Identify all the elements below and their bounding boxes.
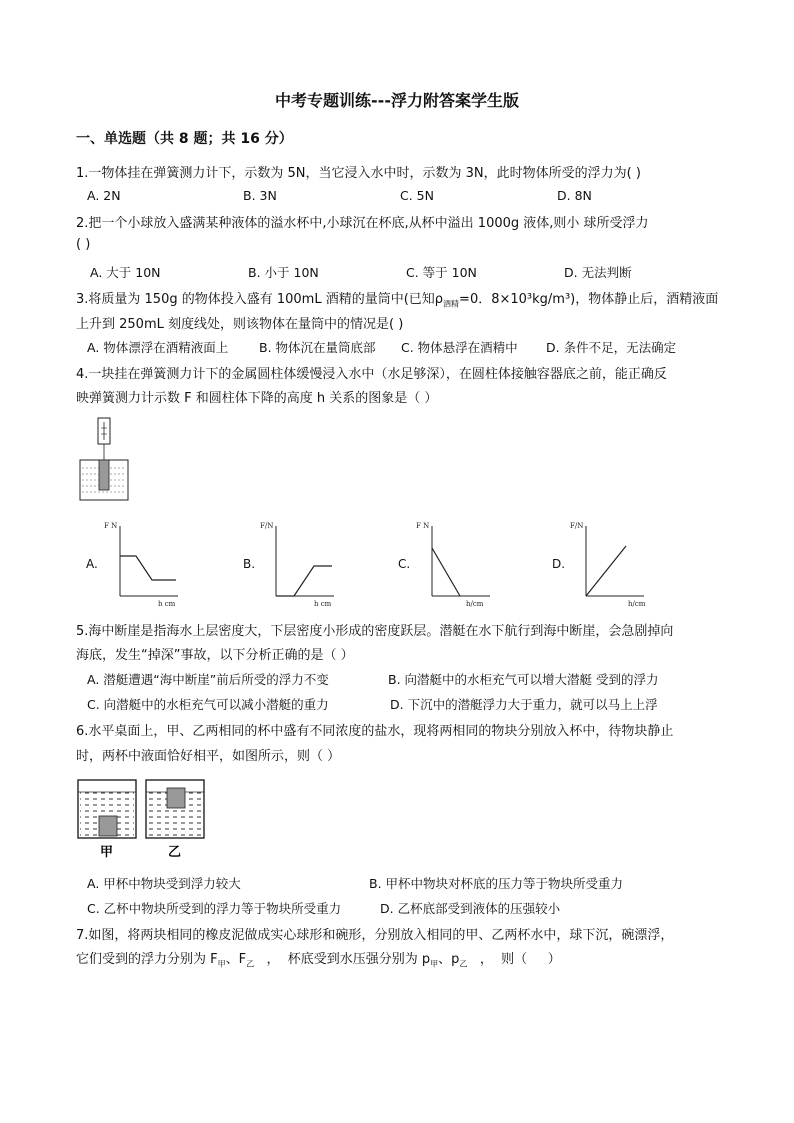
question-3-line2: 上升到 250mL 刻度线处，则该物体在量筒中的情况是( ) — [76, 317, 404, 332]
q3-text-part1: 3.将质量为 150g 的物体投入盛有 100mL 酒精的量筒中(已知ρ — [76, 292, 444, 307]
question-5-line2: 海底，发生“掉深”事故，以下分析正确的是（ ） — [76, 648, 354, 663]
question-4-line2: 映弹簧测力计示数 F 和圆柱体下降的高度 h 关系的图象是（ ） — [76, 391, 438, 406]
q7-text-d: 、p — [438, 952, 460, 967]
graph-a-curve — [120, 556, 176, 580]
graph-c-curve — [432, 548, 460, 596]
graph-b-xlabel: h cm — [314, 600, 332, 608]
q1-option-a: A. 2N — [87, 188, 121, 203]
q3-option-a: A. 物体漂浮在酒精液面上 — [87, 340, 229, 355]
q5-option-a: A. 潜艇遭遇“海中断崖”前后所受的浮力不变 — [87, 672, 329, 687]
q7-text-c: ， 杯底受到水压强分别为 p — [254, 952, 431, 967]
q2-option-b: B. 小于 10N — [248, 265, 319, 280]
spring-scale-beaker-figure — [76, 416, 156, 506]
q2-option-c: C. 等于 10N — [406, 265, 477, 280]
cup-yi-icon — [146, 780, 204, 838]
graph-d-xlabel: h/cm — [628, 600, 646, 608]
graph-a-ylabel: F N — [104, 522, 118, 530]
q1-option-b: B. 3N — [243, 188, 277, 203]
question-2-line2: ( ) — [76, 237, 91, 252]
q2-option-d: D. 无法判断 — [564, 265, 632, 280]
q7-sub-4: 乙 — [459, 959, 468, 969]
cup-jia-icon — [78, 780, 136, 838]
beaker-icon — [80, 460, 128, 500]
section-heading: 一、单选题（共 8 题；共 16 分） — [76, 131, 293, 147]
q7-text-e: ， 则（ ） — [467, 952, 561, 967]
cup-label-jia: 甲 — [100, 845, 114, 860]
q1-option-d: D. 8N — [557, 188, 592, 203]
q7-sub-3: 甲 — [430, 959, 439, 969]
graph-b-ylabel: F/N — [260, 522, 274, 530]
q5-option-d: D. 下沉中的潜艇浮力大于重力，就可以马上上浮 — [390, 697, 658, 712]
graph-c-xlabel: h/cm — [466, 600, 484, 608]
q7-sub-2: 乙 — [246, 959, 255, 969]
q4-graph-c — [416, 520, 496, 610]
q5-option-b: B. 向潜艇中的水柜充气可以增大潜艇 受到的浮力 — [388, 672, 659, 687]
q3-option-b: B. 物体沉在量筒底部 — [259, 340, 376, 355]
question-3-line1 — [76, 288, 718, 310]
spring-scale-icon — [98, 418, 110, 460]
q4-graph-a — [104, 520, 184, 610]
q4-graph-d — [570, 520, 650, 610]
q7-text-b: 、F — [225, 952, 247, 967]
question-7-line2 — [76, 948, 561, 970]
graph-d-curve — [586, 546, 626, 596]
q5-option-c: C. 向潜艇中的水柜充气可以减小潜艇的重力 — [87, 697, 329, 712]
graph-d-ylabel: F/N — [570, 522, 584, 530]
q6-option-d: D. 乙杯底部受到液体的压强较小 — [380, 901, 561, 916]
graph-c-ylabel: F N — [416, 522, 430, 530]
q3-subscript: 酒精 — [443, 299, 460, 309]
q6-option-b: B. 甲杯中物块对杯底的压力等于物块所受重力 — [369, 876, 624, 891]
question-5-line1: 5.海中断崖是指海水上层密度大，下层密度小形成的密度跃层。潜艇在水下航行到海中断崖，会急剧掉向 — [76, 624, 674, 639]
question-1-text: 1.一物体挂在弹簧测力计下，示数为 5N，当它浸入水中时，示数为 3N，此时物体所受的浮力为( ) — [76, 166, 641, 181]
question-4-line1: 4.一块挂在弹簧测力计下的金属圆柱体缓慢浸入水中（水足够深），在圆柱体接触容器底之前，能正确反 — [76, 367, 667, 382]
q4-option-b-label: B. — [243, 557, 256, 571]
q3-text-part2: =0．8×10³kg/m³)，物体静止后，酒精液面 — [459, 292, 719, 307]
q3-option-c: C. 物体悬浮在酒精中 — [401, 340, 518, 355]
q4-option-c-label: C. — [398, 557, 411, 571]
question-7-line1: 7.如图，将两块相同的橡皮泥做成实心球形和碗形，分别放入相同的甲、乙两杯水中，球下沉，碗漂浮， — [76, 928, 674, 943]
q6-option-a: A. 甲杯中物块受到浮力较大 — [87, 876, 241, 891]
q4-graph-b — [260, 520, 340, 610]
q4-option-a-label: A. — [86, 557, 98, 571]
graph-a-xlabel: h cm — [158, 600, 176, 608]
q4-option-d-label: D. — [552, 557, 566, 571]
page-title: 中考专题训练---浮力附答案学生版 — [275, 91, 519, 110]
question-2-line1: 2.把一个小球放入盛满某种液体的溢水杯中,小球沉在杯底,从杯中溢出 1000g 液体,则小 球所受浮力 — [76, 216, 649, 231]
two-cups-figure — [76, 778, 206, 860]
q7-text-a: 它们受到的浮力分别为 F — [76, 952, 218, 967]
cup-label-yi: 乙 — [168, 845, 182, 860]
graph-b-curve — [276, 566, 332, 596]
q2-option-a: A. 大于 10N — [90, 265, 161, 280]
q3-option-d: D. 条件不足，无法确定 — [546, 340, 677, 355]
q6-option-c: C. 乙杯中物块所受到的浮力等于物块所受重力 — [87, 901, 342, 916]
question-6-line2: 时，两杯中液面恰好相平，如图所示，则（ ） — [76, 749, 341, 764]
q1-option-c: C. 5N — [400, 188, 434, 203]
q7-sub-1: 甲 — [217, 959, 226, 969]
question-6-line1: 6.水平桌面上，甲、乙两相同的杯中盛有不同浓度的盐水，现将两相同的物块分别放入杯中，待物块静止 — [76, 724, 674, 739]
